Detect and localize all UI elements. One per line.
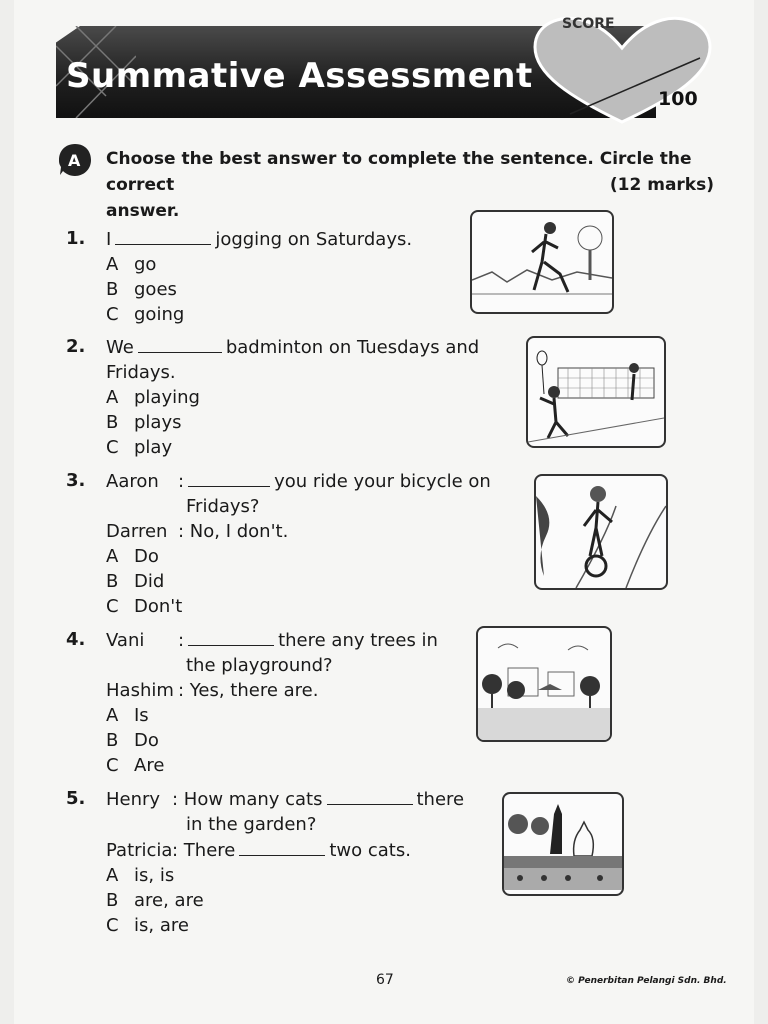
question-number: 2. — [66, 336, 86, 357]
option-a[interactable]: A go — [106, 254, 157, 275]
option-b[interactable]: B Did — [106, 571, 165, 592]
option-c[interactable]: C is, are — [106, 915, 189, 936]
speaker-name: Darren — [106, 521, 168, 542]
speaker-name: Aaron — [106, 471, 159, 492]
answer-blank — [115, 226, 211, 245]
question-text: there — [416, 789, 465, 810]
reply-text: two cats. — [329, 840, 411, 861]
page-title: Summative Assessment — [66, 56, 533, 96]
option-a[interactable]: A Is — [106, 705, 149, 726]
speaker-name: Hashim — [106, 680, 174, 701]
speaker-name: Patricia — [106, 840, 173, 861]
answer-blank — [188, 468, 270, 487]
option-a[interactable]: A Do — [106, 546, 159, 567]
question-text: Fridays. — [106, 362, 176, 383]
svg-text:A: A — [68, 151, 81, 170]
page-number: 67 — [376, 972, 394, 988]
option-c[interactable]: C Are — [106, 755, 165, 776]
badminton-image — [526, 336, 666, 448]
question-text: badminton on Tuesdays and — [225, 337, 480, 358]
question-text: in the garden? — [186, 814, 317, 835]
question-text: Fridays? — [186, 496, 260, 517]
reply-text: Yes, there are. — [189, 680, 319, 701]
section-a-badge — [58, 142, 92, 178]
garden-cats-image — [502, 792, 624, 896]
option-b[interactable]: B goes — [106, 279, 177, 300]
option-b[interactable]: B plays — [106, 412, 182, 433]
option-a[interactable]: A is, is — [106, 865, 175, 886]
answer-blank — [188, 627, 274, 646]
instruction-line-2: answer. — [106, 201, 180, 221]
answer-blank — [239, 837, 325, 856]
option-c[interactable]: C going — [106, 304, 185, 325]
option-c[interactable]: C Don't — [106, 596, 183, 617]
speaker-name: Henry — [106, 789, 161, 810]
score-label: SCORE — [562, 16, 615, 32]
answer-blank — [138, 334, 222, 353]
instruction-line-1: Choose the best answer to complete the sentence. Circle the correct — [106, 149, 692, 195]
option-b[interactable]: B Do — [106, 730, 159, 751]
option-a[interactable]: A playing — [106, 387, 200, 408]
speaker-name: Vani — [106, 630, 145, 651]
question-text: How many cats — [183, 789, 323, 810]
reply-text: There — [183, 840, 236, 861]
option-c[interactable]: C play — [106, 437, 173, 458]
bicycle-boy-image — [534, 474, 668, 590]
question-text: We — [106, 337, 134, 358]
question-text: I — [106, 229, 112, 250]
marks-label: (12 marks) — [609, 175, 714, 195]
reply-text: No, I don't. — [189, 521, 289, 542]
question-number: 5. — [66, 788, 86, 809]
question-text: you ride your bicycle on — [274, 471, 491, 492]
instructions — [106, 146, 714, 224]
option-b[interactable]: B are, are — [106, 890, 204, 911]
answer-blank — [327, 786, 413, 805]
question-number: 3. — [66, 470, 86, 491]
question-number: 1. — [66, 228, 86, 249]
question-number: 4. — [66, 629, 86, 650]
jogging-girl-image — [470, 210, 614, 314]
question-text: jogging on Saturdays. — [215, 229, 413, 250]
playground-trees-image — [476, 626, 612, 742]
score-total: 100 — [658, 88, 698, 110]
question-text: there any trees in — [278, 630, 438, 651]
question-text: the playground? — [186, 655, 333, 676]
copyright-notice: © Penerbitan Pelangi Sdn. Bhd. — [566, 976, 727, 986]
